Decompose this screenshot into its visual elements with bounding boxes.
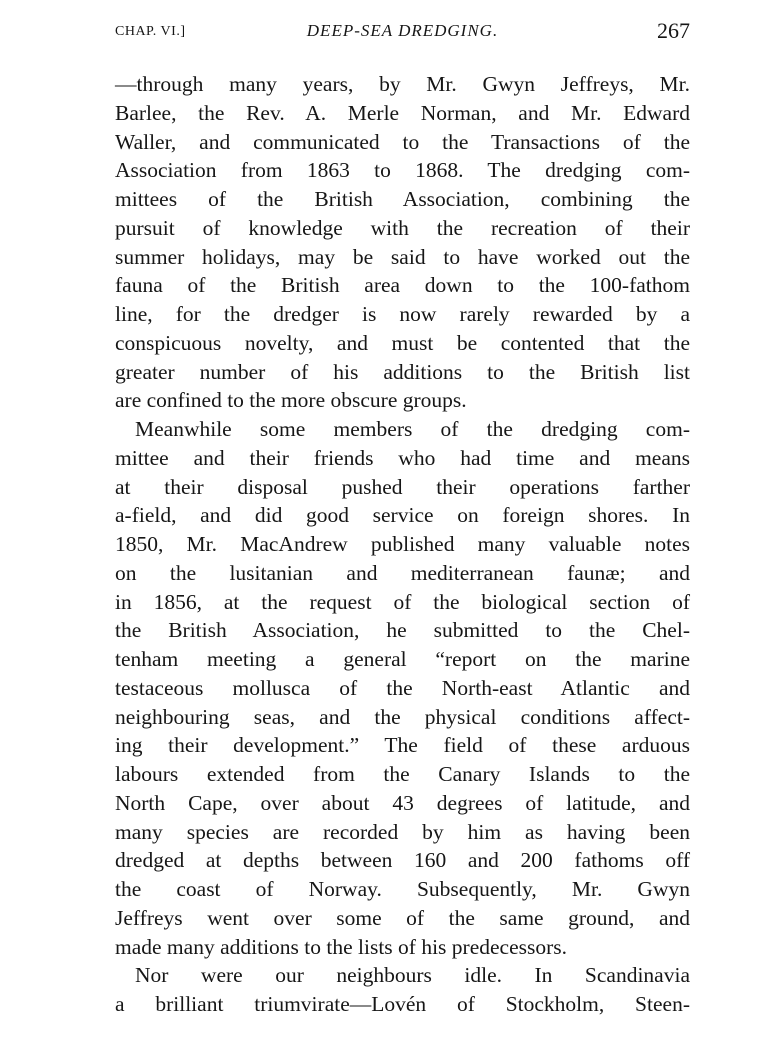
text-line: summer holidays, may be said to have worked out the — [115, 244, 690, 269]
text-line: conspicuous novelty, and must be contented that the — [115, 330, 690, 355]
text-line: tenham meeting a general “report on the marine — [115, 647, 690, 671]
chapter-label: CHAP. VI.] — [115, 24, 186, 39]
text-line: Nor were our neighbours idle. In Scandinavia — [135, 963, 690, 988]
text-line: many species are recorded by him as having been — [115, 819, 690, 844]
text-line: 1850, Mr. MacAndrew published many valuable notes — [115, 532, 690, 556]
text-line: fauna of the British area down to the 100-fathom — [115, 273, 690, 298]
text-line: Barlee, the Rev. A. Merle Norman, and Mr. Edward — [115, 100, 690, 125]
text-line: dredged at depths between 160 and 200 fathoms off — [115, 848, 690, 873]
body-text — [115, 70, 690, 1019]
text-line: in 1856, at the request of the biological section of — [115, 589, 690, 614]
text-line: testaceous mollusca of the North-east Atlantic and — [115, 675, 690, 700]
text-line: Jeffreys went over some of the same ground, and — [115, 905, 690, 930]
text-line: greater number of his additions to the British list — [115, 359, 690, 384]
text-line: mittees of the British Association, combining the — [115, 187, 690, 211]
text-line: Meanwhile some members of the dredging com- — [135, 417, 690, 441]
text-line: mittee and their friends who had time and means — [115, 445, 690, 470]
text-line: pursuit of knowledge with the recreation of their — [115, 215, 690, 240]
text-line: Association from 1863 to 1868. The dredging com- — [115, 158, 690, 183]
text-line: a brilliant triumvirate—Lovén of Stockholm, Steen- — [115, 992, 690, 1016]
text-line: on the lusitanian and mediterranean faunæ; and — [115, 560, 690, 585]
text-line: made many additions to the lists of his predecessors. — [115, 934, 568, 959]
running-title: DEEP-SEA DREDGING. — [306, 21, 499, 40]
text-line: the coast of Norway. Subsequently, Mr. Gwyn — [115, 877, 690, 901]
running-header — [115, 20, 690, 46]
text-line: at their disposal pushed their operations farther — [115, 474, 690, 499]
text-line: line, for the dredger is now rarely rewarded by a — [115, 302, 690, 326]
text-line: ing their development.” The field of these arduous — [115, 733, 690, 758]
page-number: 267 — [657, 18, 690, 43]
text-line: a-field, and did good service on foreign shores. In — [115, 503, 690, 528]
text-line: labours extended from the Canary Islands to the — [115, 762, 690, 786]
text-line: neighbouring seas, and the physical conditions affect- — [115, 704, 690, 729]
text-line: are confined to the more obscure groups. — [115, 388, 467, 413]
text-line: North Cape, over about 43 degrees of latitude, and — [115, 790, 690, 815]
text-line: —through many years, by Mr. Gwyn Jeffreys, Mr. — [115, 72, 690, 96]
text-line: the British Association, he submitted to the Chel- — [115, 618, 690, 643]
text-line: Waller, and communicated to the Transactions of the — [115, 129, 690, 154]
